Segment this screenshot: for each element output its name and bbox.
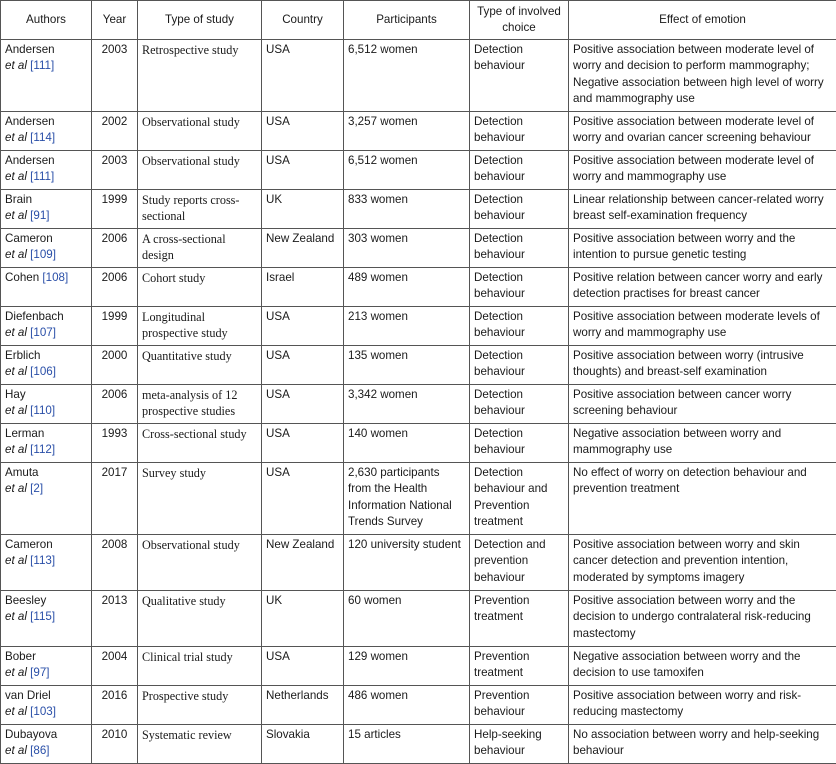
author-etal: et al (5, 705, 27, 718)
author-etal: et al (5, 365, 27, 378)
country-cell: Israel (262, 268, 344, 307)
header-type-of-study: Type of study (138, 1, 262, 40)
header-year: Year (92, 1, 138, 40)
year-cell: 2000 (92, 346, 138, 385)
country-cell: USA (262, 647, 344, 686)
choice-cell: Detection behaviour (470, 268, 569, 307)
country-cell: USA (262, 385, 344, 424)
year-cell: 1999 (92, 190, 138, 229)
author-name: Hay (5, 388, 26, 401)
choice-cell: Prevention treatment (470, 647, 569, 686)
header-participants: Participants (344, 1, 470, 40)
author-cell (1, 190, 92, 229)
study-type-cell: A cross-sectional design (138, 229, 262, 268)
participants-cell: 2,630 participants from the Health Information National Trends Survey (344, 463, 470, 535)
author-etal: et al (5, 666, 27, 679)
effect-cell: Linear relationship between cancer-related worry breast self-examination frequency (569, 190, 836, 229)
reference-link[interactable]: [103] (30, 705, 56, 718)
author-etal: et al (5, 482, 27, 495)
reference-link[interactable]: [109] (30, 248, 56, 261)
choice-cell: Help-seeking behaviour (470, 725, 569, 764)
study-type-cell: Observational study (138, 151, 262, 190)
country-cell: Netherlands (262, 686, 344, 725)
author-cell (1, 112, 92, 151)
header-choice: Type of involved choice (470, 1, 569, 40)
choice-cell: Prevention treatment (470, 591, 569, 647)
header-effect: Effect of emotion (569, 1, 836, 40)
study-type-cell: Cohort study (138, 268, 262, 307)
table-row (1, 268, 836, 307)
choice-cell: Detection behaviour (470, 112, 569, 151)
participants-cell: 140 women (344, 424, 470, 463)
participants-cell: 3,257 women (344, 112, 470, 151)
reference-link[interactable]: [108] (42, 271, 68, 284)
author-name: Amuta (5, 466, 39, 479)
table-row (1, 307, 836, 346)
choice-cell: Detection behaviour and Prevention treatment (470, 463, 569, 535)
author-etal: et al (5, 326, 27, 339)
table-row (1, 151, 836, 190)
year-cell: 2013 (92, 591, 138, 647)
table-row (1, 229, 836, 268)
study-type-cell: Cross-sectional study (138, 424, 262, 463)
study-type-cell: Clinical trial study (138, 647, 262, 686)
author-etal: et al (5, 744, 27, 757)
year-cell: 2003 (92, 40, 138, 112)
author-name: Cameron (5, 538, 53, 551)
reference-link[interactable]: [115] (30, 610, 55, 623)
author-cell (1, 151, 92, 190)
study-type-cell: Qualitative study (138, 591, 262, 647)
reference-link[interactable]: [86] (30, 744, 49, 757)
study-type-cell: meta-analysis of 12 prospective studies (138, 385, 262, 424)
study-type-cell: Longitudinal prospective study (138, 307, 262, 346)
participants-cell: 129 women (344, 647, 470, 686)
choice-cell: Prevention behaviour (470, 686, 569, 725)
author-name: Erblich (5, 349, 40, 362)
study-type-cell: Observational study (138, 535, 262, 591)
study-type-cell: Survey study (138, 463, 262, 535)
participants-cell: 120 university student (344, 535, 470, 591)
year-cell: 2006 (92, 268, 138, 307)
table-row (1, 591, 836, 647)
country-cell: UK (262, 190, 344, 229)
author-etal: et al (5, 554, 27, 567)
study-type-cell: Study reports cross-sectional (138, 190, 262, 229)
table-row (1, 725, 836, 764)
author-etal: et al (5, 209, 27, 222)
study-type-cell: Observational study (138, 112, 262, 151)
choice-cell: Detection behaviour (470, 424, 569, 463)
author-cell (1, 725, 92, 764)
year-cell: 2004 (92, 647, 138, 686)
table-row (1, 190, 836, 229)
effect-cell: Positive relation between cancer worry and early detection practises for breast cancer (569, 268, 836, 307)
country-cell: USA (262, 463, 344, 535)
choice-cell: Detection and prevention behaviour (470, 535, 569, 591)
author-etal: et al (5, 131, 27, 144)
participants-cell: 213 women (344, 307, 470, 346)
participants-cell: 303 women (344, 229, 470, 268)
reference-link[interactable]: [111] (30, 59, 54, 72)
choice-cell: Detection behaviour (470, 190, 569, 229)
study-type-cell: Quantitative study (138, 346, 262, 385)
choice-cell: Detection behaviour (470, 346, 569, 385)
reference-link[interactable]: [113] (30, 554, 55, 567)
author-etal: et al (5, 404, 27, 417)
author-cell (1, 463, 92, 535)
author-name: Andersen (5, 43, 55, 56)
country-cell: USA (262, 346, 344, 385)
table-row (1, 346, 836, 385)
effect-cell: Positive association between worry and skin cancer detection and prevention intention, moderated by symptoms imagery (569, 535, 836, 591)
author-cell (1, 385, 92, 424)
author-cell (1, 268, 92, 307)
author-name: Andersen (5, 115, 55, 128)
header-authors: Authors (1, 1, 92, 40)
country-cell: UK (262, 591, 344, 647)
effect-cell: No association between worry and help-seeking behaviour (569, 725, 836, 764)
study-type-cell: Prospective study (138, 686, 262, 725)
author-name: Bober (5, 650, 36, 663)
reference-link[interactable]: [106] (30, 365, 56, 378)
year-cell: 2003 (92, 151, 138, 190)
country-cell: USA (262, 112, 344, 151)
year-cell: 2002 (92, 112, 138, 151)
author-name: Cohen (5, 271, 39, 284)
country-cell: Slovakia (262, 725, 344, 764)
effect-cell: Negative association between worry and mammography use (569, 424, 836, 463)
author-etal: et al (5, 610, 27, 623)
author-name: Andersen (5, 154, 55, 167)
table-row (1, 385, 836, 424)
author-etal: et al (5, 248, 27, 261)
participants-cell: 489 women (344, 268, 470, 307)
choice-cell: Detection behaviour (470, 229, 569, 268)
author-etal: et al (5, 170, 27, 183)
author-name: Cameron (5, 232, 53, 245)
author-cell (1, 535, 92, 591)
author-cell (1, 229, 92, 268)
effect-cell: Negative association between worry and the decision to use tamoxifen (569, 647, 836, 686)
table-body (1, 40, 836, 764)
author-name: van Driel (5, 689, 51, 702)
country-cell: USA (262, 40, 344, 112)
country-cell: New Zealand (262, 535, 344, 591)
reference-link[interactable]: [2] (30, 482, 43, 495)
effect-cell: Positive association between cancer worry screening behaviour (569, 385, 836, 424)
author-name: Dubayova (5, 728, 57, 741)
choice-cell: Detection behaviour (470, 307, 569, 346)
effect-cell: Positive association between worry (intrusive thoughts) and breast-self examination (569, 346, 836, 385)
effect-cell: Positive association between moderate level of worry and mammography use (569, 151, 836, 190)
table-row (1, 463, 836, 535)
participants-cell: 60 women (344, 591, 470, 647)
choice-cell: Detection behaviour (470, 385, 569, 424)
reference-link[interactable]: [97] (30, 666, 49, 679)
table-row (1, 686, 836, 725)
year-cell: 1993 (92, 424, 138, 463)
effect-cell: Positive association between worry and the decision to undergo contralateral risk-reducing mastectomy (569, 591, 836, 647)
reference-link[interactable]: [107] (30, 326, 56, 339)
reference-link[interactable]: [91] (30, 209, 49, 222)
participants-cell: 6,512 women (344, 151, 470, 190)
effect-cell: Positive association between worry and the intention to pursue genetic testing (569, 229, 836, 268)
author-cell (1, 591, 92, 647)
country-cell: USA (262, 151, 344, 190)
effect-cell: Positive association between worry and risk-reducing mastectomy (569, 686, 836, 725)
year-cell: 2008 (92, 535, 138, 591)
author-name: Diefenbach (5, 310, 64, 323)
choice-cell: Detection behaviour (470, 151, 569, 190)
author-cell (1, 647, 92, 686)
reference-link[interactable]: [114] (30, 131, 55, 144)
reference-link[interactable]: [112] (30, 443, 55, 456)
author-cell (1, 686, 92, 725)
effect-cell: Positive association between moderate level of worry and decision to perform mammography; Negative association between high level of worry and mammography use (569, 40, 836, 112)
effect-cell: Positive association between moderate level of worry and ovarian cancer screening behaviour (569, 112, 836, 151)
author-cell (1, 346, 92, 385)
participants-cell: 3,342 women (344, 385, 470, 424)
participants-cell: 135 women (344, 346, 470, 385)
author-name: Lerman (5, 427, 44, 440)
author-etal: et al (5, 59, 27, 72)
author-name: Brain (5, 193, 32, 206)
year-cell: 2006 (92, 229, 138, 268)
table-row (1, 647, 836, 686)
table-row (1, 112, 836, 151)
reference-link[interactable]: [110] (30, 404, 55, 417)
participants-cell: 6,512 women (344, 40, 470, 112)
year-cell: 2006 (92, 385, 138, 424)
participants-cell: 486 women (344, 686, 470, 725)
author-cell (1, 307, 92, 346)
author-cell (1, 40, 92, 112)
table-row (1, 535, 836, 591)
table-row (1, 424, 836, 463)
header-country: Country (262, 1, 344, 40)
choice-cell: Detection behaviour (470, 40, 569, 112)
author-cell (1, 424, 92, 463)
study-type-cell: Systematic review (138, 725, 262, 764)
country-cell: USA (262, 307, 344, 346)
country-cell: New Zealand (262, 229, 344, 268)
effect-cell: Positive association between moderate levels of worry and mammography use (569, 307, 836, 346)
participants-cell: 15 articles (344, 725, 470, 764)
year-cell: 2010 (92, 725, 138, 764)
year-cell: 2017 (92, 463, 138, 535)
reference-link[interactable]: [111] (30, 170, 54, 183)
author-etal: et al (5, 443, 27, 456)
year-cell: 2016 (92, 686, 138, 725)
header-row (1, 1, 836, 40)
participants-cell: 833 women (344, 190, 470, 229)
year-cell: 1999 (92, 307, 138, 346)
effect-cell: No effect of worry on detection behaviour and prevention treatment (569, 463, 836, 535)
study-type-cell: Retrospective study (138, 40, 262, 112)
table-row (1, 40, 836, 112)
author-name: Beesley (5, 594, 46, 607)
country-cell: USA (262, 424, 344, 463)
